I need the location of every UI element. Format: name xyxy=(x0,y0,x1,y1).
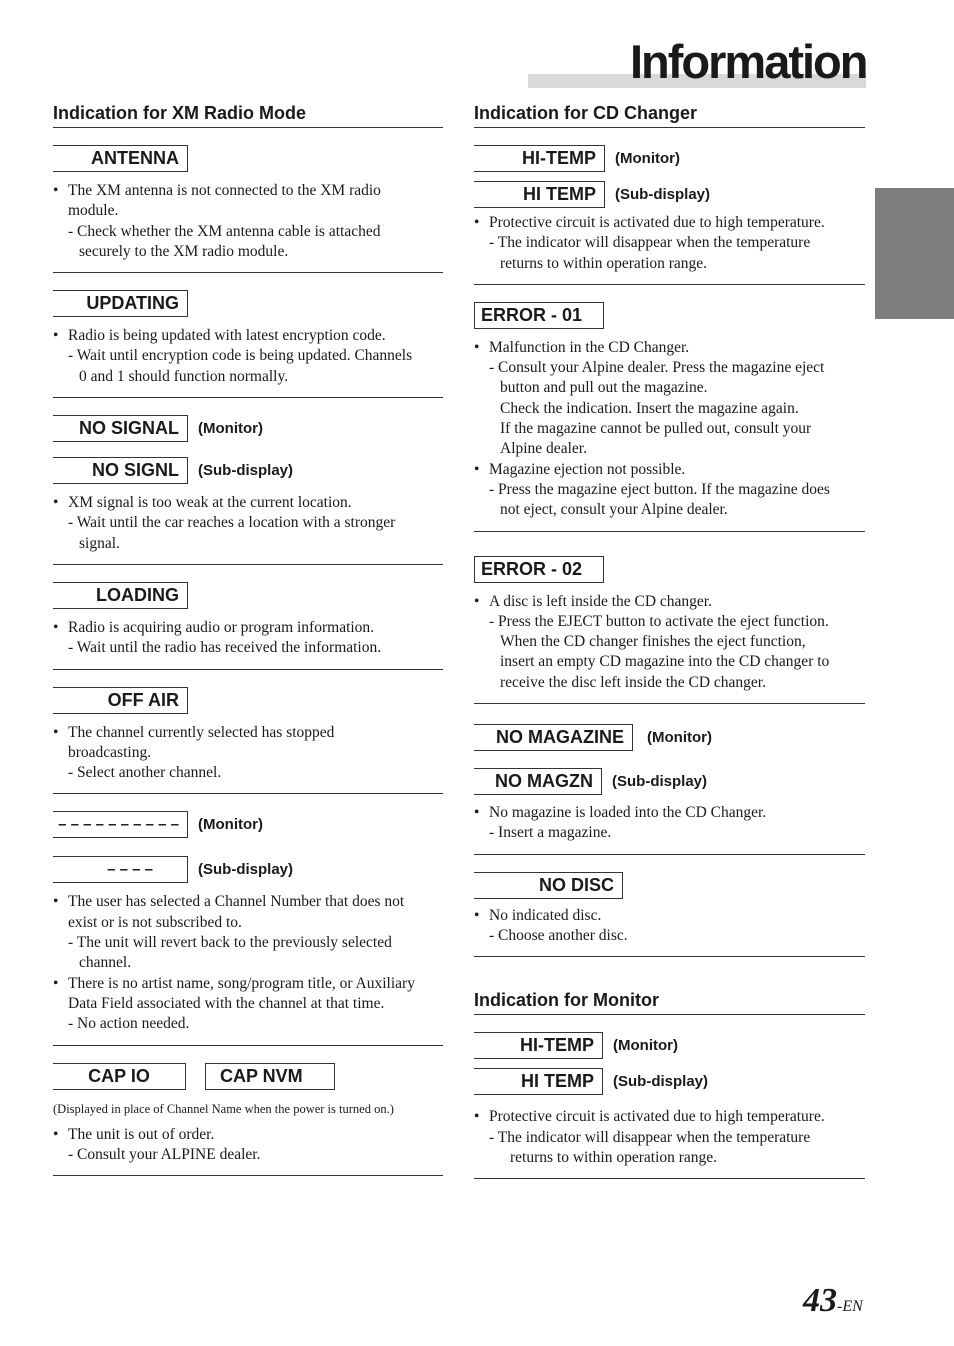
no-magazine-monitor-row xyxy=(474,724,865,751)
sub-item-cont: Check the indication. Insert the magazine again. xyxy=(500,399,799,417)
hi-temp-cd-entry xyxy=(474,145,865,285)
sub-item: - Press the EJECT button to activate the eject function. xyxy=(474,612,865,632)
page-number xyxy=(803,1284,863,1318)
bullet: • Protective circuit is activated due to high temperature. xyxy=(474,213,865,233)
dashes-sub-display: – – – – xyxy=(53,856,188,883)
no-signal-sub-display: NO SIGNL xyxy=(53,457,188,484)
no-magazine-sub-display: NO MAGZN xyxy=(474,768,602,795)
error-02-description xyxy=(474,592,865,693)
loading-description xyxy=(53,618,443,659)
sub-item-cont: returns to within operation range. xyxy=(510,1148,718,1166)
dashes-monitor-display: – – – – – – – – – – xyxy=(53,811,188,838)
page-title: Information xyxy=(630,35,867,88)
bullet: • No indicated disc. xyxy=(474,906,865,926)
off-air-entry xyxy=(53,687,443,795)
monitor-tag: (Monitor) xyxy=(198,420,263,438)
updating-row xyxy=(53,290,443,317)
monitor-heading: Indication for Monitor xyxy=(474,990,865,1015)
bullet: • No magazine is loaded into the CD Changer. xyxy=(474,803,865,823)
sub-display-tag: (Sub-display) xyxy=(612,773,708,791)
sub-item: - Check whether the XM antenna cable is attached xyxy=(53,222,443,242)
text: The user has selected a Channel Number that does not xyxy=(68,893,405,911)
sub-display-tag: (Sub-display) xyxy=(613,1073,709,1091)
section-gap xyxy=(474,957,865,987)
hi-temp-mon-monitor-row xyxy=(474,1032,865,1059)
updating-description xyxy=(53,326,443,387)
monitor-tag: (Monitor) xyxy=(613,1037,678,1055)
bullet xyxy=(53,974,443,1015)
hi-temp-cd-sub-display: HI TEMP xyxy=(474,181,605,208)
bullet: • XM signal is too weak at the current location. xyxy=(53,493,443,513)
sub-item: - Choose another disc. xyxy=(474,926,865,946)
sub-item: - Wait until the radio has received the information. xyxy=(53,638,443,658)
no-disc-row xyxy=(474,872,865,899)
monitor-tag: (Monitor) xyxy=(647,729,712,747)
bullet: • Magazine ejection not possible. xyxy=(474,460,865,480)
error-02-entry xyxy=(474,556,865,704)
text: There is no artist name, song/program title, or Auxiliary xyxy=(68,974,415,992)
bullet xyxy=(53,723,443,764)
cap-entry xyxy=(53,1063,443,1177)
cap-note: (Displayed in place of Channel Name when the power is turned on.) xyxy=(53,1101,394,1116)
sub-item-cont: 0 and 1 should function normally. xyxy=(79,367,289,385)
text: exist or is not subscribed to. xyxy=(68,913,242,931)
updating-entry xyxy=(53,290,443,398)
error-01-description xyxy=(474,338,865,521)
text: The channel currently selected has stopped xyxy=(68,723,335,741)
no-signal-monitor-row xyxy=(53,415,443,442)
hi-temp-cd-monitor-row xyxy=(474,145,865,172)
dashes-description xyxy=(53,892,443,1034)
xm-radio-heading: Indication for XM Radio Mode xyxy=(53,103,443,128)
bullet: • Malfunction in the CD Changer. xyxy=(474,338,865,358)
text: The XM antenna is not connected to the XM radio xyxy=(68,182,381,199)
no-signal-description xyxy=(53,493,443,554)
cap-io-display: CAP IO xyxy=(53,1063,186,1090)
no-disc-description xyxy=(474,906,865,947)
antenna-description xyxy=(53,181,443,262)
no-disc-entry xyxy=(474,872,865,958)
loading-display: LOADING xyxy=(53,582,188,609)
page-number-value: 43 xyxy=(803,1282,837,1319)
antenna-row xyxy=(53,145,443,172)
cap-row xyxy=(53,1063,443,1090)
error-01-entry xyxy=(474,302,865,532)
cap-description xyxy=(53,1125,443,1166)
dashes-sub-row xyxy=(53,856,443,883)
off-air-description xyxy=(53,723,443,784)
text: broadcasting. xyxy=(68,743,152,761)
no-signal-monitor-display: NO SIGNAL xyxy=(53,415,188,442)
monitor-tag: (Monitor) xyxy=(198,816,263,834)
sub-item-cont: securely to the XM radio module. xyxy=(79,242,289,260)
off-air-display: OFF AIR xyxy=(53,687,188,714)
sub-item-cont: channel. xyxy=(79,954,132,972)
error-02-display: ERROR - 02 xyxy=(474,556,604,583)
hi-temp-mon-sub-display: HI TEMP xyxy=(474,1068,603,1095)
updating-display: UPDATING xyxy=(53,290,188,317)
sub-item-cont: Alpine dealer. xyxy=(500,440,587,458)
antenna-entry xyxy=(53,145,443,273)
no-magazine-entry xyxy=(474,724,865,855)
sub-item: - Select another channel. xyxy=(53,763,443,783)
bullet: • Radio is acquiring audio or program information. xyxy=(53,618,443,638)
sub-item: - Consult your Alpine dealer. Press the magazine eject xyxy=(474,358,865,378)
sub-display-tag: (Sub-display) xyxy=(198,861,294,879)
dashes-entry xyxy=(53,811,443,1045)
bullet: • Protective circuit is activated due to high temperature. xyxy=(474,1107,865,1127)
bullet: • The unit is out of order. xyxy=(53,1125,443,1145)
off-air-row xyxy=(53,687,443,714)
sub-item: - Press the magazine eject button. If the magazine does xyxy=(474,480,865,500)
monitor-tag: (Monitor) xyxy=(615,150,680,167)
sub-display-tag: (Sub-display) xyxy=(615,186,711,203)
no-magazine-sub-row xyxy=(474,768,865,795)
loading-row xyxy=(53,582,443,609)
error-02-row xyxy=(474,556,865,583)
sub-item-cont: When the CD changer finishes the eject function, xyxy=(500,633,806,651)
hi-temp-cd-description xyxy=(474,213,865,274)
hi-temp-mon-description xyxy=(474,1107,865,1168)
bullet: • A disc is left inside the CD changer. xyxy=(474,592,865,612)
sub-item: - The indicator will disappear when the temperature xyxy=(474,1128,865,1148)
xm-radio-column xyxy=(53,100,443,1176)
page-suffix: -EN xyxy=(837,1298,863,1315)
sub-item-cont: receive the disc left inside the CD changer. xyxy=(500,673,766,691)
error-01-row xyxy=(474,302,865,329)
sub-item-cont: not eject, consult your Alpine dealer. xyxy=(500,501,728,519)
sub-display-tag: (Sub-display) xyxy=(198,462,294,480)
no-disc-display: NO DISC xyxy=(474,872,623,899)
bullet: • Radio is being updated with latest encryption code. xyxy=(53,326,443,346)
hi-temp-mon-monitor-display: HI-TEMP xyxy=(474,1032,603,1059)
cd-changer-column xyxy=(474,100,865,1179)
sub-item: - Wait until the car reaches a location with a stronger xyxy=(53,513,443,533)
sub-item: - The indicator will disappear when the temperature xyxy=(474,233,865,253)
no-signal-entry xyxy=(53,415,443,565)
dashes-monitor-row xyxy=(53,811,443,838)
cd-changer-heading: Indication for CD Changer xyxy=(474,103,865,128)
error-01-display: ERROR - 01 xyxy=(474,302,604,329)
bullet xyxy=(53,181,443,222)
bullet xyxy=(53,892,443,933)
section-side-tab xyxy=(875,188,954,319)
cap-nvm-display: CAP NVM xyxy=(205,1063,335,1090)
sub-item-cont: returns to within operation range. xyxy=(500,254,708,272)
sub-item-cont: button and pull out the magazine. xyxy=(500,379,708,397)
sub-item: - The unit will revert back to the previously selected xyxy=(53,933,443,953)
hi-temp-cd-sub-row xyxy=(474,181,865,208)
text: module. xyxy=(68,202,119,220)
text: Data Field associated with the channel at that time. xyxy=(68,994,385,1012)
sub-item: - Insert a magazine. xyxy=(474,823,865,843)
no-magazine-description xyxy=(474,803,865,844)
no-magazine-monitor-display: NO MAGAZINE xyxy=(474,724,633,751)
sub-item: - Consult your ALPINE dealer. xyxy=(53,1145,443,1165)
sub-item: - No action needed. xyxy=(53,1014,443,1034)
loading-entry xyxy=(53,582,443,670)
sub-item-cont: insert an empty CD magazine into the CD changer to xyxy=(500,653,830,671)
sub-item-cont: If the magazine cannot be pulled out, consult your xyxy=(500,420,812,438)
hi-temp-cd-monitor-display: HI-TEMP xyxy=(474,145,605,172)
sub-item-cont: signal. xyxy=(79,534,120,552)
antenna-display: ANTENNA xyxy=(53,145,188,172)
sub-item: - Wait until encryption code is being updated. Channels xyxy=(53,346,443,366)
hi-temp-monitor-entry xyxy=(474,1032,865,1179)
hi-temp-mon-sub-row xyxy=(474,1068,865,1095)
no-signal-sub-row xyxy=(53,457,443,484)
